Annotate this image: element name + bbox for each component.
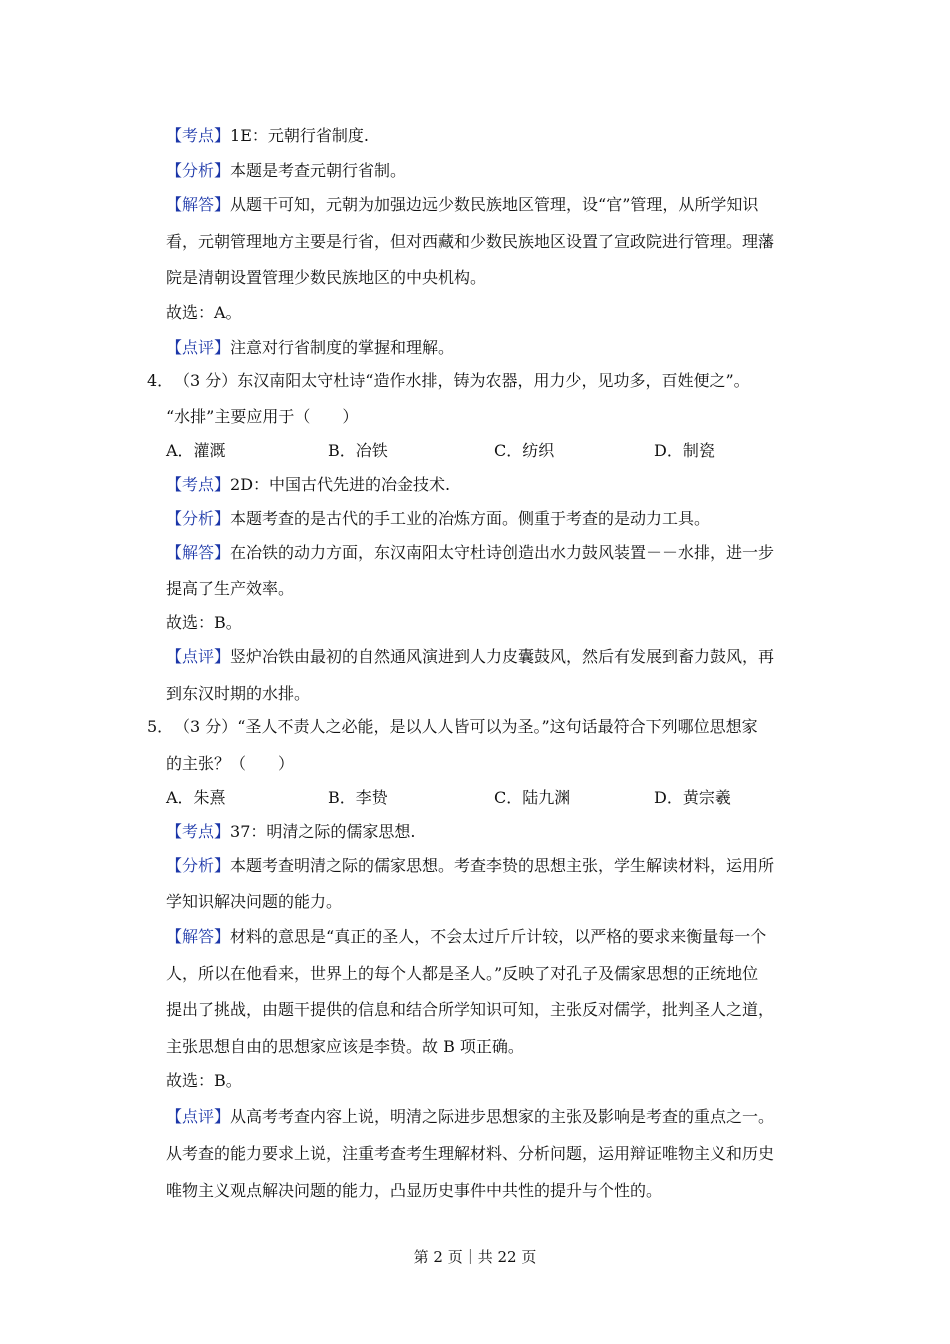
- option-a: A．灌溉: [166, 441, 226, 460]
- option-c: C．陆九渊: [494, 788, 571, 807]
- options-row: [166, 787, 786, 809]
- jieda-text: 在冶铁的动力方面，东汉南阳太守杜诗创造出水力鼓风装置－－水排，进一步: [230, 543, 775, 562]
- options-row: [166, 440, 786, 462]
- fenxi-text: 本题考查明清之际的儒家思想。考查李贽的思想主张，学生解读材料，运用所: [230, 856, 775, 875]
- kaodian-tag: 【考点】: [166, 822, 231, 841]
- fenxi-line: [166, 160, 406, 182]
- dianping-line: [166, 646, 774, 668]
- jieda-tag: 【解答】: [166, 195, 231, 214]
- jieda-text-cont: 人，所以在他看来，世界上的每个人都是圣人。”反映了对孔子及儒家思想的正统地位: [166, 964, 759, 983]
- dianping-tag: 【点评】: [166, 647, 231, 666]
- jieda-text: 从题干可知，元朝为加强边远少数民族地区管理，设“官”管理，从所学知识: [230, 195, 759, 214]
- jieda-tag: 【解答】: [166, 927, 231, 946]
- question-stem-cont: 的主张？（ ）: [166, 754, 295, 773]
- option-d: D．黄宗羲: [654, 788, 731, 807]
- kaodian-line: [166, 125, 369, 147]
- dianping-line: [166, 1106, 774, 1128]
- jieda-text-cont: 提高了生产效率。: [166, 579, 295, 598]
- option-c: C．纺织: [494, 441, 555, 460]
- dianping-text: 从高考考查内容上说，明清之际进步思想家的主张及影响是考查的重点之一。: [230, 1107, 775, 1126]
- dianping-text-cont: 从考查的能力要求上说，注重考查考生理解材料、分析问题，运用辩证唯物主义和历史: [166, 1144, 775, 1163]
- question-stem-cont: “水排”主要应用于（ ）: [166, 407, 359, 426]
- dianping-line: [166, 337, 454, 359]
- dianping-tag: 【点评】: [166, 338, 231, 357]
- jieda-text-cont: 提出了挑战，由题干提供的信息和结合所学知识可知，主张反对儒学，批判圣人之道，: [166, 1000, 775, 1019]
- jieda-tag: 【解答】: [166, 543, 231, 562]
- fenxi-tag: 【分析】: [166, 856, 231, 875]
- fenxi-text: 本题是考查元朝行省制。: [230, 161, 407, 180]
- fenxi-tag: 【分析】: [166, 509, 231, 528]
- dianping-text: 竖炉冶铁由最初的自然通风演进到人力皮囊鼓风，然后有发展到畜力鼓风，再: [230, 647, 775, 666]
- kaodian-text: 2D：中国古代先进的冶金技术.: [230, 475, 451, 494]
- option-b: B．李贽: [328, 788, 388, 807]
- kaodian-tag: 【考点】: [166, 126, 231, 145]
- question-number: 4．: [147, 371, 174, 390]
- option-a: A．朱熹: [166, 788, 226, 807]
- kaodian-line: [166, 821, 415, 843]
- kaodian-line: [166, 474, 450, 496]
- jieda-text: 材料的意思是“真正的圣人，不会太过斤斤计较，以严格的要求来衡量每一个: [230, 927, 767, 946]
- option-b: B．冶铁: [328, 441, 388, 460]
- jieda-text-cont: 看，元朝管理地方主要是行省，但对西藏和少数民族地区设置了宣政院进行管理。理藩: [166, 232, 775, 251]
- jieda-line: [166, 926, 766, 948]
- kaodian-tag: 【考点】: [166, 475, 231, 494]
- dianping-text-cont: 到东汉时期的水排。: [166, 684, 311, 703]
- answer-line: 故选：B。: [166, 613, 242, 632]
- jieda-text-cont: 主张思想自由的思想家应该是李贽。故 B 项正确。: [166, 1037, 524, 1056]
- fenxi-line: [166, 508, 710, 530]
- fenxi-text-cont: 学知识解决问题的能力。: [166, 892, 343, 911]
- fenxi-line: [166, 855, 774, 877]
- answer-line: 故选：B。: [166, 1071, 242, 1090]
- question-stem: （3 分）“圣人不责人之必能，是以人人皆可以为圣。”这句话最符合下列哪位思想家: [174, 717, 758, 736]
- kaodian-text: 1E：元朝行省制度.: [230, 126, 369, 145]
- question-number: 5．: [147, 717, 174, 736]
- kaodian-text: 37：明清之际的儒家思想.: [230, 822, 416, 841]
- dianping-text: 注意对行省制度的掌握和理解。: [230, 338, 455, 357]
- fenxi-text: 本题考查的是古代的手工业的冶炼方面。侧重于考查的是动力工具。: [230, 509, 711, 528]
- option-d: D．制瓷: [654, 441, 715, 460]
- page-footer: 第 2 页｜共 22 页: [413, 1248, 537, 1266]
- jieda-line: [166, 194, 758, 216]
- dianping-text-cont: 唯物主义观点解决问题的能力，凸显历史事件中共性的提升与个性的。: [166, 1181, 663, 1200]
- jieda-text-cont: 院是清朝设置管理少数民族地区的中央机构。: [166, 268, 487, 287]
- dianping-tag: 【点评】: [166, 1107, 231, 1126]
- jieda-line: [166, 542, 774, 564]
- answer-line: 故选：A。: [166, 303, 242, 322]
- question-stem: （3 分）东汉南阳太守杜诗“造作水排，铸为农器，用力少，见功多，百姓便之”。: [174, 371, 750, 390]
- fenxi-tag: 【分析】: [166, 161, 231, 180]
